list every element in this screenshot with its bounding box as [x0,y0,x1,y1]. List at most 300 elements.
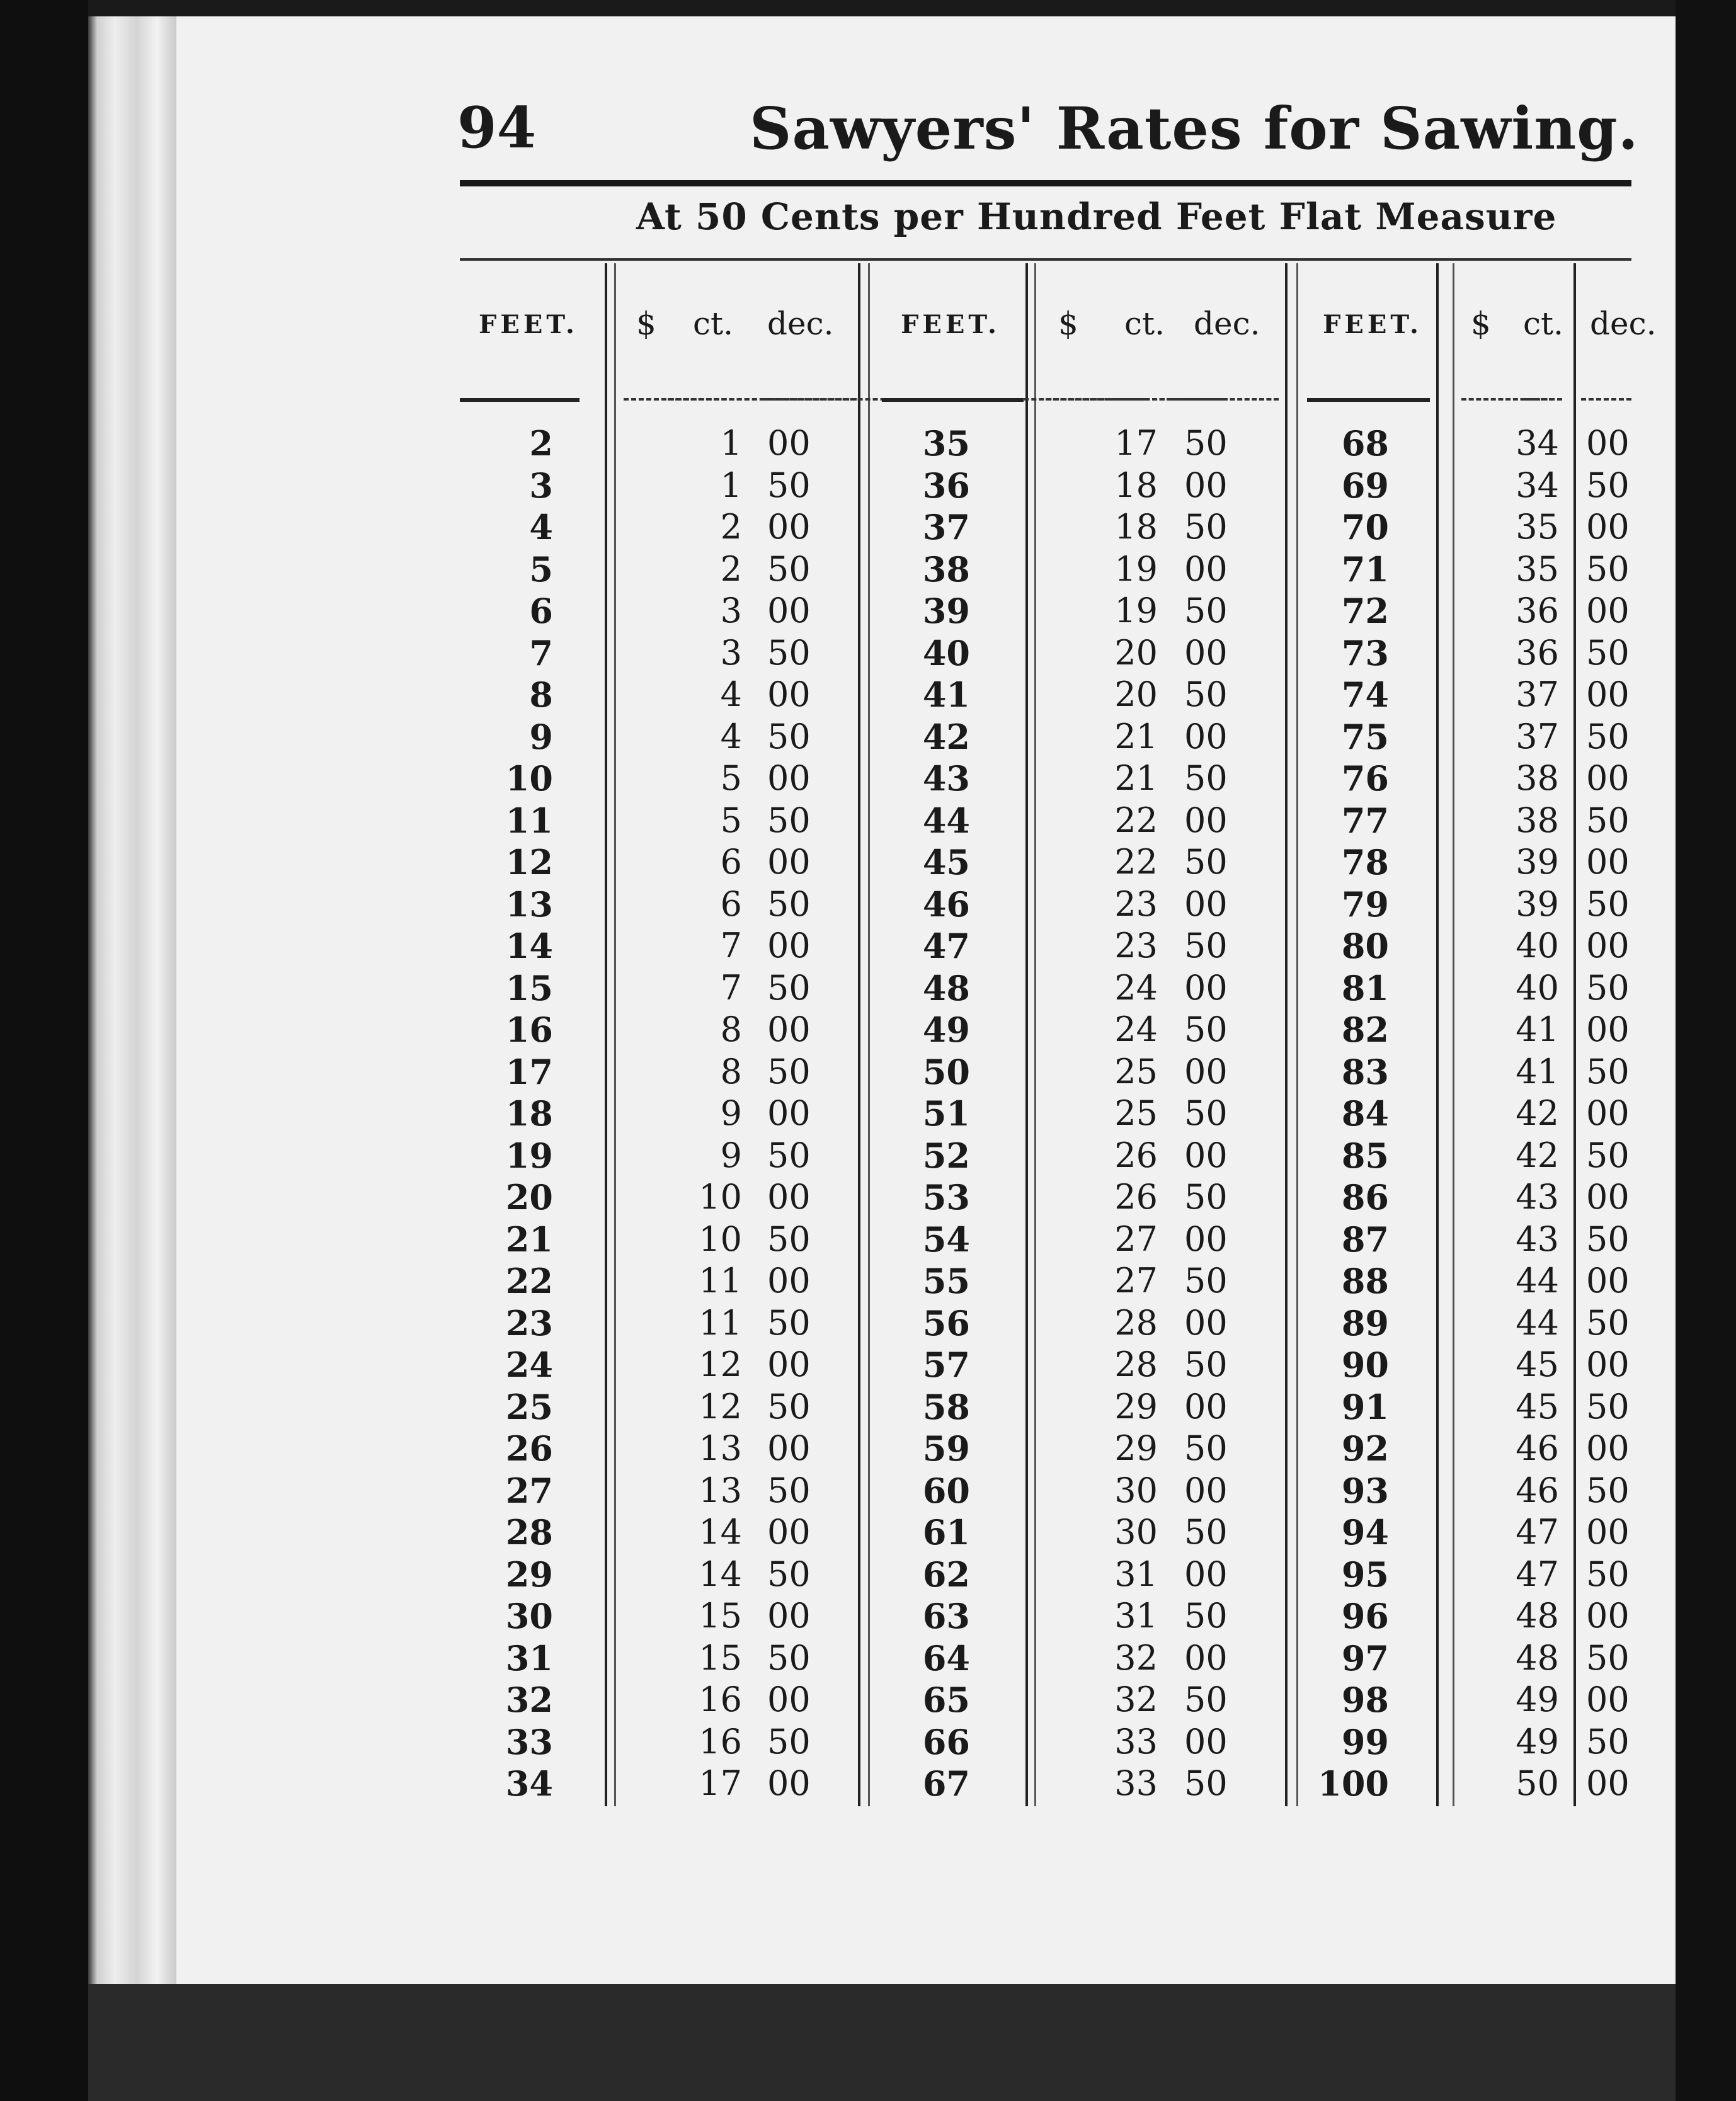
column-header-cents: ct. [1124,305,1165,342]
feet-value: 42 [922,717,970,757]
cents-value: 24 [1114,968,1158,1008]
decimal-value: 50 [1184,842,1228,882]
decimal-value: 00 [1586,507,1630,547]
decimal-value: 50 [1586,968,1630,1008]
feet-value: 44 [922,800,970,841]
decimal-value: 00 [767,758,811,798]
decimal-value: 00 [1586,1345,1630,1384]
book-page-edges [88,0,176,2101]
cents-value: 20 [1114,675,1158,714]
decimal-value: 00 [767,591,811,630]
feet-value: 7 [529,633,553,673]
cents-value: 9 [720,1093,742,1133]
decimal-value: 00 [1586,675,1630,714]
cents-value: 13 [699,1428,742,1468]
feet-value: 10 [505,758,553,799]
cents-value: 36 [1516,633,1559,673]
decimal-value: 50 [1586,1554,1630,1594]
cents-value: 37 [1516,717,1559,756]
scan-border-bottom [88,1984,1676,2101]
cents-value: 49 [1516,1722,1559,1762]
feet-value: 48 [922,968,970,1008]
feet-value: 65 [922,1680,970,1720]
feet-value: 74 [1341,675,1389,715]
decimal-value: 00 [1586,591,1630,630]
feet-value: 41 [922,675,970,715]
decimal-value: 50 [767,884,811,924]
cents-value: 12 [699,1345,742,1384]
decimal-value: 50 [1184,507,1228,547]
feet-value: 30 [505,1596,553,1636]
decimal-value: 00 [767,507,811,547]
cents-value: 7 [720,926,742,965]
decimal-value: 00 [1586,1177,1630,1217]
feet-value: 55 [922,1261,970,1301]
header-rule [1172,398,1279,402]
column-header-cents: ct. [693,305,733,342]
decimal-value: 00 [1586,926,1630,965]
decimal-value: 50 [1586,1722,1630,1762]
cents-value: 30 [1114,1512,1158,1552]
feet-value: 98 [1341,1680,1389,1720]
cents-value: 16 [699,1722,742,1762]
feet-value: 85 [1341,1136,1389,1176]
feet-value: 69 [1341,465,1389,506]
cents-value: 46 [1516,1428,1559,1468]
feet-value: 20 [505,1177,553,1217]
decimal-value: 00 [1184,884,1228,924]
feet-value: 5 [529,549,553,589]
feet-value: 73 [1341,633,1389,673]
feet-value: 27 [505,1471,553,1511]
decimal-value: 00 [767,926,811,965]
decimal-value: 00 [1586,423,1630,463]
decimal-value: 50 [767,549,811,589]
feet-value: 59 [922,1428,970,1469]
cents-value: 8 [720,1052,742,1091]
cents-value: 8 [720,1010,742,1049]
cents-value: 45 [1516,1387,1559,1426]
column-header-feet: FEET. [1323,310,1422,339]
decimal-value: 50 [1184,758,1228,798]
decimal-value: 00 [1586,1763,1630,1803]
feet-value: 31 [505,1638,553,1678]
cents-value: 47 [1516,1512,1559,1552]
feet-value: 67 [922,1763,970,1804]
cents-value: 28 [1114,1303,1158,1343]
cents-value: 42 [1516,1093,1559,1133]
feet-value: 34 [505,1763,553,1804]
feet-value: 13 [505,884,553,925]
decimal-value: 00 [1586,1261,1630,1301]
feet-value: 17 [505,1052,553,1092]
decimal-value: 00 [767,675,811,714]
feet-value: 80 [1341,926,1389,966]
feet-value: 82 [1341,1010,1389,1050]
cents-value: 1 [720,465,742,505]
cents-value: 16 [699,1680,742,1719]
feet-value: 25 [505,1387,553,1427]
feet-value: 83 [1341,1052,1389,1092]
feet-value: 53 [922,1177,970,1217]
decimal-value: 00 [767,1763,811,1803]
cents-value: 37 [1516,675,1559,714]
column-divider [1453,263,1454,1806]
decimal-value: 50 [1184,423,1228,463]
decimal-value: 50 [1586,884,1630,924]
cents-value: 30 [1114,1471,1158,1510]
column-header-dollar: $ [636,305,656,342]
decimal-value: 50 [767,1303,811,1343]
decimal-value: 50 [1586,1219,1630,1259]
column-header-decimal: dec. [767,305,834,342]
feet-value: 89 [1341,1303,1389,1343]
decimal-value: 00 [1586,758,1630,798]
decimal-value: 00 [1586,842,1630,882]
column-divider [1285,263,1288,1806]
decimal-value: 50 [1586,1136,1630,1175]
decimal-value: 50 [767,717,811,756]
cents-value: 22 [1114,842,1158,882]
scan-border-left [0,0,88,2101]
header-rule [762,398,857,402]
decimal-value: 00 [767,1010,811,1049]
decimal-value: 50 [1184,1512,1228,1552]
cents-value: 9 [720,1136,742,1175]
cents-value: 44 [1516,1303,1559,1343]
cents-value: 50 [1516,1763,1559,1803]
decimal-value: 50 [767,1136,811,1175]
decimal-value: 00 [1184,1136,1228,1175]
cents-value: 38 [1516,800,1559,840]
feet-value: 95 [1341,1554,1389,1595]
decimal-value: 50 [1586,549,1630,589]
decimal-value: 00 [1184,1387,1228,1426]
decimal-value: 50 [1184,1261,1228,1301]
decimal-value: 00 [767,1177,811,1217]
cents-value: 5 [720,800,742,840]
feet-value: 37 [922,507,970,547]
feet-value: 22 [505,1261,553,1301]
header-rule [1581,398,1631,402]
cents-value: 41 [1516,1010,1559,1049]
column-header-decimal: dec. [1590,305,1657,342]
page-number: 94 [457,94,537,161]
decimal-value: 00 [767,1512,811,1552]
feet-value: 3 [529,465,553,506]
cents-value: 11 [699,1303,742,1343]
column-header-feet: FEET. [901,310,1000,339]
cents-value: 15 [699,1638,742,1678]
cents-value: 19 [1114,591,1158,630]
feet-value: 93 [1341,1471,1389,1511]
cents-value: 26 [1114,1177,1158,1217]
feet-value: 75 [1341,717,1389,757]
feet-value: 51 [922,1093,970,1134]
column-header-dollar: $ [1471,305,1491,342]
feet-value: 92 [1341,1428,1389,1469]
cents-value: 48 [1516,1596,1559,1636]
cents-value: 1 [720,423,742,463]
decimal-value: 50 [767,1471,811,1510]
feet-value: 36 [922,465,970,506]
decimal-value: 50 [767,968,811,1008]
feet-value: 84 [1341,1093,1389,1134]
cents-value: 23 [1114,926,1158,965]
column-divider [614,263,616,1806]
feet-value: 66 [922,1722,970,1762]
decimal-value: 00 [1184,1052,1228,1091]
feet-value: 2 [529,423,553,464]
column-divider [1296,263,1298,1806]
decimal-value: 00 [767,423,811,463]
decimal-value: 50 [1586,633,1630,673]
decimal-value: 00 [1184,1554,1228,1594]
decimal-value: 00 [1184,1471,1228,1510]
feet-value: 12 [505,842,553,882]
cents-value: 31 [1114,1596,1158,1636]
header-rule [1307,398,1430,402]
cents-value: 17 [699,1763,742,1803]
feet-value: 77 [1341,800,1389,841]
feet-value: 88 [1341,1261,1389,1301]
cents-value: 4 [720,717,742,756]
decimal-value: 00 [1184,1303,1228,1343]
decimal-value: 00 [1184,1638,1228,1678]
feet-value: 4 [529,507,553,547]
cents-value: 4 [720,675,742,714]
feet-value: 52 [922,1136,970,1176]
decimal-value: 00 [767,1428,811,1468]
feet-value: 60 [922,1471,970,1511]
cents-value: 31 [1114,1554,1158,1594]
header-rule [460,398,580,402]
cents-value: 10 [699,1177,742,1217]
decimal-value: 00 [1586,1010,1630,1049]
cents-value: 25 [1114,1093,1158,1133]
cents-value: 14 [699,1512,742,1552]
decimal-value: 00 [767,1680,811,1719]
decimal-value: 50 [1586,1638,1630,1678]
feet-value: 56 [922,1303,970,1343]
feet-value: 61 [922,1512,970,1552]
cents-value: 29 [1114,1387,1158,1426]
decimal-value: 50 [1184,1763,1228,1803]
feet-value: 79 [1341,884,1389,925]
cents-value: 38 [1516,758,1559,798]
cents-value: 23 [1114,884,1158,924]
cents-value: 24 [1114,1010,1158,1049]
feet-value: 63 [922,1596,970,1636]
cents-value: 36 [1516,591,1559,630]
decimal-value: 50 [1184,1177,1228,1217]
column-divider [1025,263,1028,1806]
decimal-value: 00 [1184,549,1228,589]
feet-value: 47 [922,926,970,966]
scan-border-right [1676,0,1736,2101]
feet-value: 28 [505,1512,553,1552]
column-divider [1436,263,1439,1806]
column-divider [858,263,860,1806]
decimal-value: 00 [1184,800,1228,840]
decimal-value: 50 [1184,591,1228,630]
feet-value: 19 [505,1136,553,1176]
feet-value: 39 [922,591,970,631]
feet-value: 100 [1318,1763,1389,1804]
feet-value: 38 [922,549,970,589]
decimal-value: 50 [767,1722,811,1762]
feet-value: 96 [1341,1596,1389,1636]
feet-value: 97 [1341,1638,1389,1678]
feet-value: 21 [505,1219,553,1260]
decimal-value: 00 [1184,1722,1228,1762]
column-divider [1034,263,1036,1806]
decimal-value: 00 [767,1596,811,1636]
decimal-value: 50 [1184,926,1228,965]
table-subtitle: At 50 Cents per Hundred Feet Flat Measure [636,195,1557,238]
cents-value: 44 [1516,1261,1559,1301]
feet-value: 76 [1341,758,1389,799]
column-divider [1573,263,1576,1806]
decimal-value: 50 [767,1219,811,1259]
decimal-value: 50 [1586,1303,1630,1343]
cents-value: 42 [1516,1136,1559,1175]
cents-value: 35 [1516,549,1559,589]
feet-value: 45 [922,842,970,882]
column-header-feet: FEET. [479,310,578,339]
feet-value: 49 [922,1010,970,1050]
decimal-value: 00 [1586,1512,1630,1552]
decimal-value: 50 [1586,465,1630,505]
cents-value: 7 [720,968,742,1008]
decimal-value: 00 [767,1345,811,1384]
decimal-value: 00 [1184,717,1228,756]
cents-value: 43 [1516,1177,1559,1217]
decimal-value: 00 [1586,1093,1630,1133]
feet-value: 94 [1341,1512,1389,1552]
feet-value: 6 [529,591,553,631]
cents-value: 3 [720,591,742,630]
feet-value: 50 [922,1052,970,1092]
header-rule [1524,398,1562,402]
feet-value: 24 [505,1345,553,1385]
header-rule [1109,398,1172,402]
cents-value: 45 [1516,1345,1559,1384]
cents-value: 33 [1114,1763,1158,1803]
page-title: Sawyers' Rates for Sawing. [750,94,1639,162]
decimal-value: 50 [1184,1010,1228,1049]
cents-value: 22 [1114,800,1158,840]
column-header-dollar: $ [1058,305,1078,342]
cents-value: 13 [699,1471,742,1510]
cents-value: 26 [1114,1136,1158,1175]
decimal-value: 50 [1586,800,1630,840]
cents-value: 21 [1114,758,1158,798]
feet-value: 46 [922,884,970,925]
decimal-value: 50 [1184,1596,1228,1636]
decimal-value: 00 [1586,1596,1630,1636]
cents-value: 15 [699,1596,742,1636]
decimal-value: 00 [767,842,811,882]
decimal-value: 50 [1586,1052,1630,1091]
cents-value: 40 [1516,926,1559,965]
feet-value: 54 [922,1219,970,1260]
cents-value: 46 [1516,1471,1559,1510]
cents-value: 14 [699,1554,742,1594]
cents-value: 18 [1114,507,1158,547]
cents-value: 34 [1516,465,1559,505]
decimal-value: 50 [767,633,811,673]
decimal-value: 00 [1586,1428,1630,1468]
feet-value: 58 [922,1387,970,1427]
column-header-cents: ct. [1523,305,1563,342]
feet-value: 86 [1341,1177,1389,1217]
decimal-value: 00 [1184,465,1228,505]
feet-value: 71 [1341,549,1389,589]
feet-value: 8 [529,675,553,715]
cents-value: 17 [1114,423,1158,463]
feet-value: 43 [922,758,970,799]
feet-value: 62 [922,1554,970,1595]
decimal-value: 00 [767,1261,811,1301]
feet-value: 33 [505,1722,553,1762]
cents-value: 40 [1516,968,1559,1008]
feet-value: 91 [1341,1387,1389,1427]
cents-value: 27 [1114,1261,1158,1301]
feet-value: 16 [505,1010,553,1050]
cents-value: 5 [720,758,742,798]
feet-value: 57 [922,1345,970,1385]
cents-value: 41 [1516,1052,1559,1091]
decimal-value: 50 [1184,1680,1228,1719]
decimal-value: 50 [767,1387,811,1426]
column-divider [868,263,870,1806]
decimal-value: 50 [1586,1471,1630,1510]
cents-value: 6 [720,884,742,924]
feet-value: 90 [1341,1345,1389,1385]
decimal-value: 00 [1184,1219,1228,1259]
feet-value: 11 [505,800,553,841]
cents-value: 11 [699,1261,742,1301]
feet-value: 18 [505,1093,553,1134]
table-top-rule [460,258,1631,261]
cents-value: 2 [720,549,742,589]
feet-value: 35 [922,423,970,464]
cents-value: 2 [720,507,742,547]
cents-value: 20 [1114,633,1158,673]
cents-value: 32 [1114,1638,1158,1678]
cents-value: 3 [720,633,742,673]
decimal-value: 50 [767,800,811,840]
header-rule [882,398,1024,402]
cents-value: 28 [1114,1345,1158,1384]
feet-value: 14 [505,926,553,966]
decimal-value: 50 [1184,675,1228,714]
title-rule [460,180,1631,186]
decimal-value: 00 [1586,1680,1630,1719]
decimal-value: 50 [1184,1345,1228,1384]
cents-value: 12 [699,1387,742,1426]
cents-value: 21 [1114,717,1158,756]
feet-value: 64 [922,1638,970,1678]
cents-value: 10 [699,1219,742,1259]
decimal-value: 00 [1184,968,1228,1008]
decimal-value: 50 [1586,1387,1630,1426]
decimal-value: 00 [1184,633,1228,673]
cents-value: 48 [1516,1638,1559,1678]
feet-value: 72 [1341,591,1389,631]
decimal-value: 50 [1586,717,1630,756]
